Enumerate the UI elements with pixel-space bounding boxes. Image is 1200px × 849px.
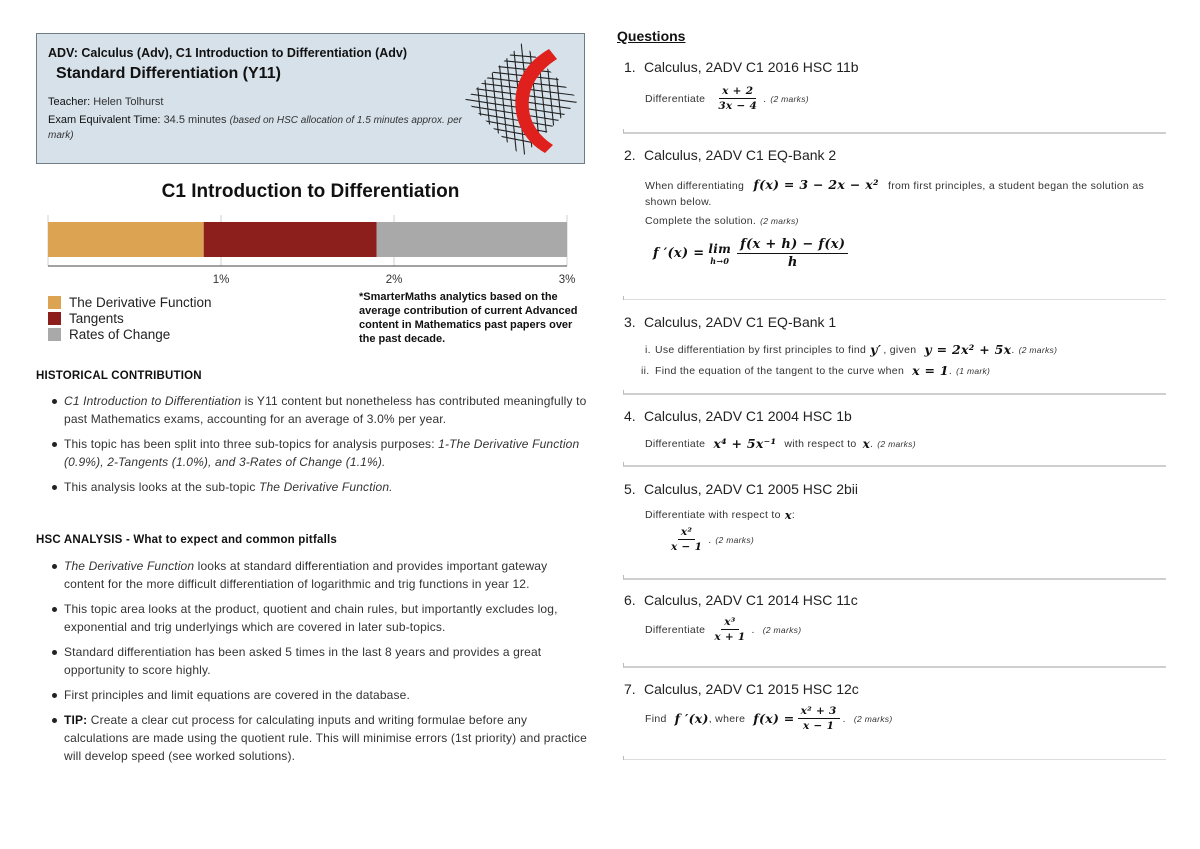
question-source[interactable]: Calculus, 2ADV C1 2015 HSC 12c — [644, 681, 859, 697]
punctuation: : — [791, 509, 796, 521]
denominator: h — [787, 255, 798, 270]
bar-segment — [48, 222, 204, 257]
historical-list — [48, 392, 588, 503]
legend-label: Tangents — [69, 310, 124, 326]
fraction — [715, 85, 760, 112]
numerator: f(x + h) − f(x) — [737, 237, 848, 254]
question-number: 6. — [624, 592, 636, 608]
question-body — [645, 616, 1166, 643]
exam-time-note: (based on HSC allocation of 1.5 minutes approx. per mark) — [48, 115, 462, 141]
question-body — [645, 705, 1166, 732]
math-expression: x = 1 — [912, 363, 949, 378]
course-title: ADV: Calculus (Adv), C1 Introduction to Differentiation (Adv) — [48, 46, 408, 60]
list-item: First principles and limit equations are covered in the database. — [48, 686, 588, 704]
question-body — [645, 177, 1166, 210]
divider — [623, 578, 1166, 580]
question-5 — [623, 481, 1166, 553]
question-part-ii — [641, 363, 1166, 378]
marks-label: (2 marks) — [853, 713, 893, 724]
divider — [623, 393, 1166, 395]
legend-item — [48, 310, 212, 326]
limit-operator — [708, 242, 731, 266]
question-title — [623, 681, 1166, 697]
fraction — [737, 237, 848, 270]
legend-label: Rates of Change — [69, 326, 171, 342]
legend-swatch — [48, 312, 61, 325]
question-text: Find — [645, 712, 667, 725]
question-text: Differentiate — [645, 92, 706, 105]
divider — [623, 465, 1166, 467]
contribution-chart — [36, 210, 585, 290]
question-source[interactable]: Calculus, 2ADV C1 2014 HSC 11c — [644, 592, 858, 608]
list-item: Standard differentiation has been asked 5 times in the last 8 years and provides a great opportunity to score highly. — [48, 643, 588, 679]
marks-label: (2 marks) — [770, 93, 809, 104]
question-number: 4. — [624, 408, 636, 424]
teacher-label: Teacher: — [48, 96, 91, 108]
part-label: i. — [645, 343, 651, 356]
limit-symbol: lim — [708, 241, 732, 256]
bullet-text: This analysis looks at the sub-topic — [64, 480, 259, 494]
limit-equation — [653, 237, 1166, 270]
question-text: from first principles, a student began the solution as shown below. — [645, 180, 1145, 208]
fraction — [668, 526, 705, 553]
question-number: 5. — [624, 481, 636, 497]
smartermaths-logo-icon — [463, 41, 581, 159]
question-title — [623, 592, 1166, 608]
question-source[interactable]: Calculus, 2ADV C1 2005 HSC 2bii — [644, 481, 858, 497]
question-text: When differentiating — [645, 180, 745, 192]
marks-label: (2 marks) — [762, 624, 802, 635]
tip-label: TIP: — [64, 713, 88, 727]
chart-footnote: *SmarterMaths analytics based on the average contribution of current Advanced content in Mathematics past papers over the past decade. — [359, 291, 578, 345]
question-expression — [665, 526, 1166, 553]
denominator: x − 1 — [671, 541, 703, 553]
denominator: x + 1 — [714, 631, 746, 643]
question-body — [645, 436, 1166, 451]
marks-label: (2 marks) — [715, 534, 754, 545]
question-title — [623, 59, 1166, 75]
chart-title: C1 Introduction to Differentiation — [161, 181, 460, 202]
question-number: 2. — [624, 147, 636, 163]
part-label: ii. — [641, 364, 650, 377]
punctuation: . — [708, 533, 712, 546]
math-expression: f(x) = 3 − 2x − x² — [753, 177, 879, 192]
numerator: x³ — [721, 616, 738, 630]
divider — [623, 666, 1166, 668]
x-tick-label: 1% — [212, 274, 230, 286]
punctuation: . — [1011, 343, 1015, 356]
math-variable: x — [784, 508, 792, 522]
hsc-heading-main: HSC ANALYSIS — [36, 534, 123, 546]
bar-segment — [204, 222, 377, 257]
subtopic-name: The Derivative Function — [64, 559, 195, 573]
question-7 — [623, 681, 1166, 732]
question-source[interactable]: Calculus, 2ADV C1 EQ-Bank 1 — [644, 314, 837, 330]
list-item — [48, 392, 588, 428]
question-body — [645, 508, 1166, 522]
list-item — [48, 478, 588, 496]
math-expression: y = 2x² + 5x — [924, 342, 1012, 357]
question-source[interactable]: Calculus, 2ADV C1 2016 HSC 11b — [644, 59, 859, 75]
question-text: Find the equation of the tangent to the curve when — [655, 364, 905, 377]
teacher-line — [48, 96, 163, 108]
page-title: Standard Differentiation (Y11) — [56, 65, 281, 82]
math-expression: f ′(x) — [674, 711, 709, 726]
legend-swatch — [48, 296, 61, 309]
punctuation: . — [948, 364, 953, 377]
question-title — [623, 481, 1166, 497]
questions-heading: Questions — [617, 28, 686, 44]
question-number: 1. — [624, 59, 636, 75]
math-variable: x — [862, 436, 871, 451]
question-text: Complete the solution. — [645, 215, 757, 227]
math-expression: x⁴ + 5x⁻¹ — [713, 436, 777, 451]
question-title — [623, 408, 1166, 424]
historical-heading: HISTORICAL CONTRIBUTION — [36, 370, 202, 382]
punctuation: . — [751, 623, 755, 636]
punctuation: . — [870, 437, 874, 450]
question-source[interactable]: Calculus, 2ADV C1 EQ-Bank 2 — [644, 147, 837, 163]
divider — [623, 299, 1166, 300]
question-text: , where — [708, 712, 746, 725]
bar-segment — [377, 222, 567, 257]
denominator: 3x − 4 — [718, 100, 758, 112]
numerator: x² — [678, 526, 695, 540]
question-6 — [623, 592, 1166, 643]
question-title — [623, 147, 1166, 163]
question-body — [645, 85, 1166, 112]
x-tick-label: 2% — [385, 274, 403, 286]
question-instruction — [645, 215, 1166, 227]
math-expression: f(x) = — [753, 711, 795, 726]
question-text: Differentiate — [645, 623, 706, 636]
divider — [623, 759, 1166, 760]
chart-legend — [48, 294, 212, 342]
list-item — [48, 435, 588, 471]
question-text: Differentiate — [645, 437, 706, 450]
legend-label: The Derivative Function — [69, 294, 212, 310]
bullet-text: Create a clear cut process for calculating inputs and writing formulae before any calculations are made using the quotient rule. This will minimise errors (1st priority) and practice will develop speed (see worked solutions). — [64, 713, 587, 763]
denominator: x − 1 — [803, 720, 835, 732]
fraction — [711, 616, 748, 643]
subtopic-name: The Derivative Function. — [258, 480, 393, 494]
question-4 — [623, 408, 1166, 451]
legend-item — [48, 294, 212, 310]
question-text: Differentiate with respect to — [645, 509, 781, 521]
x-tick-label: 3% — [558, 274, 576, 286]
numerator: x² + 3 — [798, 705, 840, 719]
legend-swatch — [48, 328, 61, 341]
bullet-text: looks at standard differentiation and provides important gateway content for the more difficult differentiation of logarithmic and trig functions in year 12. — [64, 559, 548, 591]
bullet-text: This topic has been split into three sub-topics for analysis purposes: — [64, 437, 439, 451]
divider — [623, 132, 1166, 134]
exam-time-label: Exam Equivalent Time: — [48, 114, 161, 126]
hsc-analysis-heading — [36, 534, 337, 546]
exam-time-line — [48, 113, 468, 143]
marks-label: (2 marks) — [1018, 344, 1058, 355]
list-item — [48, 557, 588, 593]
marks-label: (2 marks) — [877, 438, 916, 449]
list-item — [48, 711, 588, 765]
punctuation: . — [842, 712, 846, 725]
math-expression: y′ — [870, 342, 882, 357]
question-number: 3. — [624, 314, 636, 330]
question-source[interactable]: Calculus, 2ADV C1 2004 HSC 1b — [644, 408, 852, 424]
question-title — [623, 314, 1166, 330]
question-1 — [623, 59, 1166, 112]
hsc-heading-sub: - What to expect and common pitfalls — [122, 534, 337, 546]
marks-label: (1 mark) — [956, 365, 991, 376]
fraction — [798, 705, 840, 732]
question-number: 7. — [624, 681, 636, 697]
question-text: , given — [883, 343, 917, 356]
bullet-text: is Y11 content but nonetheless has contributed meaningfully to past Mathematics exams, accounting for an average of 3.0% per year. — [64, 394, 587, 426]
question-part-i — [645, 342, 1166, 357]
subtopic-breakdown: 1-The Derivative Function (0.9%), 2-Tangents (1.0%), and 3-Rates of Change (1.1%). — [64, 437, 580, 469]
hsc-analysis-list — [48, 557, 588, 772]
teacher-name: Helen Tolhurst — [93, 96, 164, 108]
question-text: with respect to — [784, 437, 857, 450]
limit-subscript: h→0 — [710, 255, 730, 266]
question-2 — [623, 147, 1166, 270]
exam-time-value: 34.5 minutes — [163, 114, 227, 126]
list-item: This topic area looks at the product, quotient and chain rules, but importantly excludes log, exponential and trig underlyings which are covered in later sub-topics. — [48, 600, 588, 636]
question-3 — [623, 314, 1166, 378]
topic-name: C1 Introduction to Differentiation — [64, 394, 242, 408]
punctuation: . — [763, 92, 767, 105]
marks-label: (2 marks) — [760, 216, 799, 226]
numerator: x + 2 — [719, 85, 756, 99]
math-expression: f ′(x) = — [653, 246, 705, 261]
question-text: Use differentiation by first principles to find — [655, 343, 867, 356]
header-box — [36, 33, 585, 164]
legend-item — [48, 326, 212, 342]
